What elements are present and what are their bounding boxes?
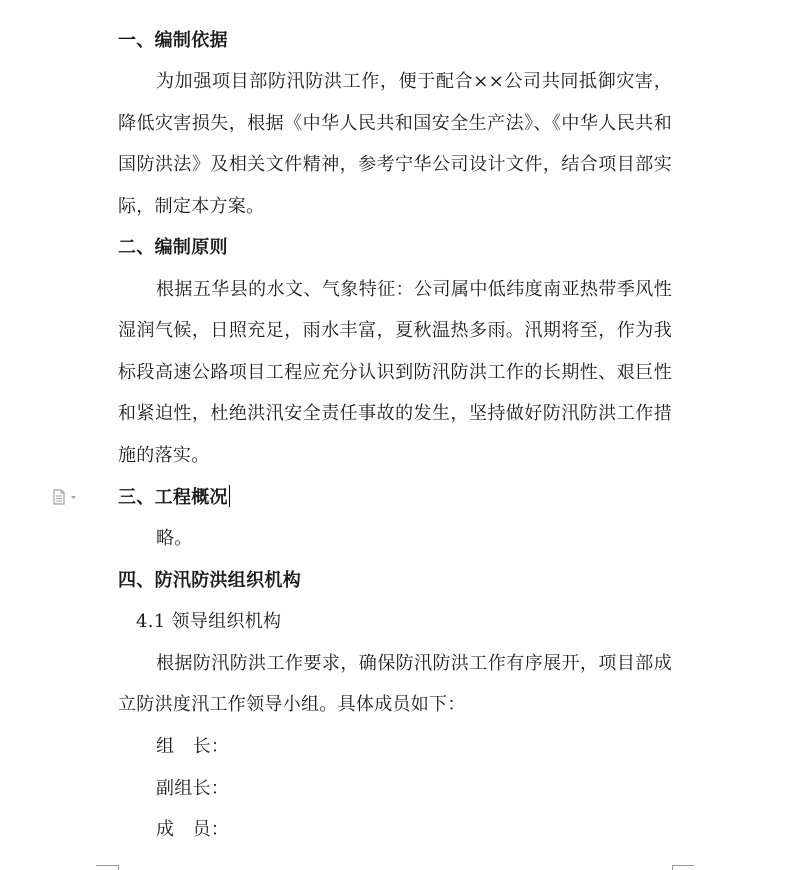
paragraph-line: 标段高速公路项目工程应充分认识到防汛防洪工作的长期性、艰巨性 <box>118 362 672 383</box>
crop-mark-right-vertical <box>672 865 673 870</box>
crop-mark-left-vertical <box>118 865 119 870</box>
section-heading-3-text: 三、工程概况 <box>118 487 228 508</box>
section-heading-3[interactable] <box>118 485 678 510</box>
paragraph-line: 湿润气候，日照充足，雨水丰富，夏秋温热多雨。汛期将至，作为我 <box>118 320 672 341</box>
crop-mark-right <box>672 865 694 866</box>
paragraph-line: 根据防汛防洪工作要求，确保防汛防洪工作有序展开，项目部成 <box>156 653 672 674</box>
section-heading-1: 一、编制依据 <box>118 30 228 51</box>
text-cursor <box>229 485 231 507</box>
paragraph-line: 际，制定本方案。 <box>118 196 265 217</box>
crop-mark-left <box>96 865 118 866</box>
member-line-deputy: 副组长： <box>156 778 230 799</box>
paragraph-line: 和紧迫性，杜绝洪汛安全责任事故的发生，坚持做好防汛防洪工作措 <box>118 403 672 424</box>
paragraph-line: 略。 <box>156 528 193 549</box>
paragraph-line: 施的落实。 <box>118 445 210 466</box>
paragraph-line: 根据五华县的水文、气象特征：公司属中低纬度南亚热带季风性 <box>156 279 672 300</box>
paragraph-line: 为加强项目部防汛防洪工作，便于配合××公司共同抵御灾害， <box>156 71 672 92</box>
subsection-heading: 4.1 领导组织机构 <box>136 611 282 632</box>
paragraph-line: 降低灾害损失，根据《中华人民共和国安全生产法》、《中华人民共和 <box>118 113 672 134</box>
member-line-members: 成 员： <box>156 819 230 840</box>
member-line-leader: 组 长： <box>156 736 230 757</box>
paragraph-line: 立防洪度汛工作领导小组。具体成员如下： <box>118 694 466 715</box>
paragraph-line: 国防洪法》及相关文件精神，参考宁华公司设计文件，结合项目部实 <box>118 154 672 175</box>
document-dropdown-icon[interactable] <box>52 489 80 505</box>
section-heading-4: 四、防汛防洪组织机构 <box>118 570 301 591</box>
section-heading-2: 二、编制原则 <box>118 237 228 258</box>
